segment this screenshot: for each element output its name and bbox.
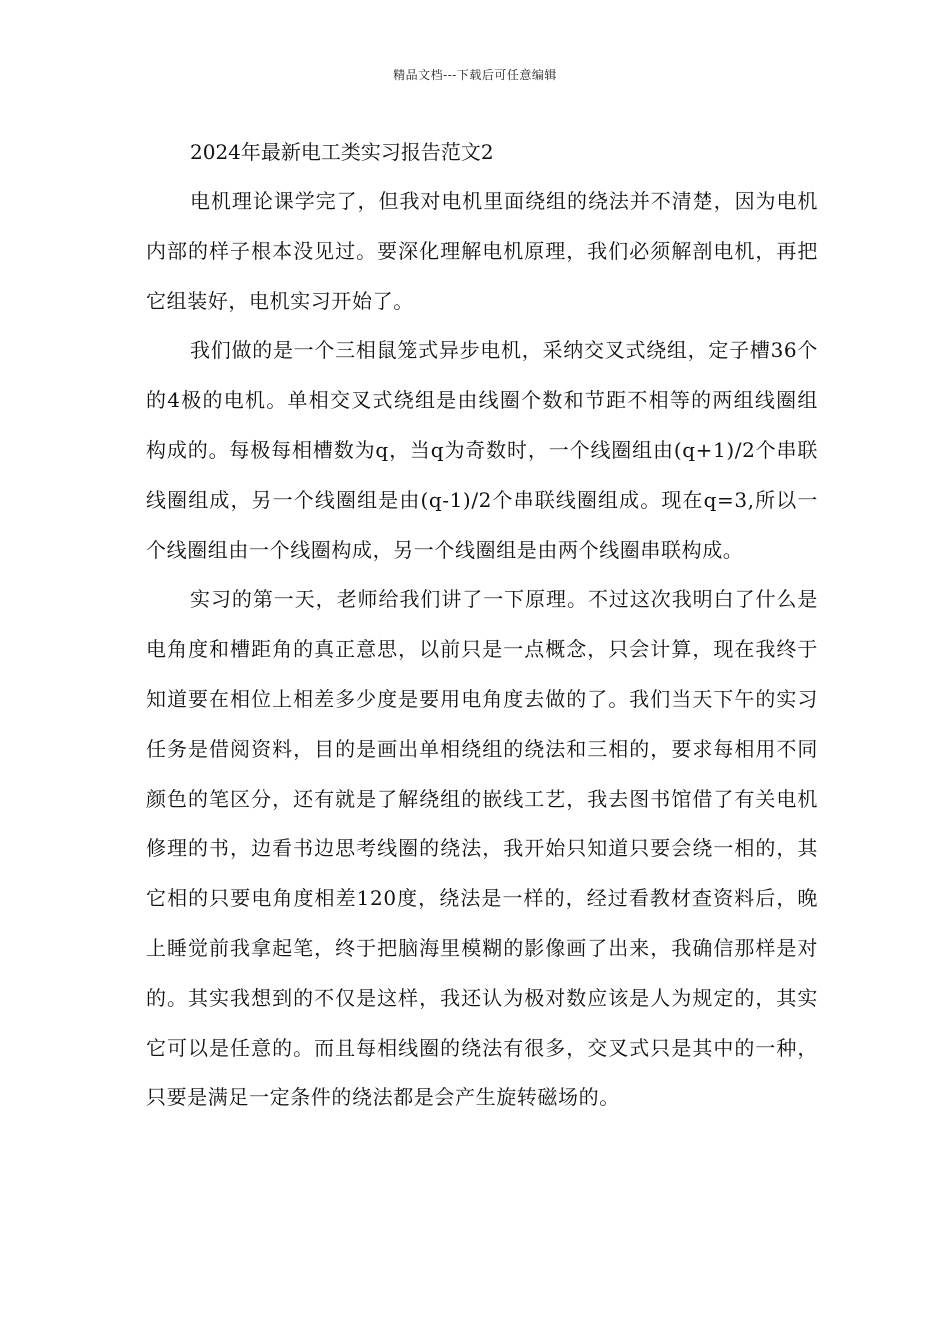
paragraph-3: 实习的第一天，老师给我们讲了一下原理。不过这次我明白了什么是电角度和槽距角的真正意思，以前只是一点概念，只会计算，现在我终于知道要在相位上相差多少度是要用电角度去做的了。我们当天下午的实习任务是借阅资料，目的是画出单相绕组的绕法和三相的，要求每相用不同颜色的笔区分，还有就是了解绕组的嵌线工艺，我去图书馆借了有关电机修理的书，边看书边思考线圈的绕法，我开始只知道只要会绕一相的，其它相的只要电角度相差120度，绕法是一样的，经过看教材查资料后，晚上睡觉前我拿起笔，终于把脑海里模糊的影像画了出来，我确信那样是对的。其实我想到的不仅是这样，我还认为极对数应该是人为规定的，其实它可以是任意的。而且每相线圈的绕法有很多，交叉式只是其中的一种，只要是满足一定条件的绕法都是会产生旋转磁场的。 [146,587,818,1110]
document-body [146,127,818,1123]
paragraph-1: 电机理论课学完了，但我对电机里面绕组的绕法并不清楚，因为电机内部的样子根本没见过。要深化理解电机原理，我们必须解剖电机，再把它组装好，电机实习开始了。 [146,189,818,313]
page-header: 精品文档---下载后可任意编辑 [393,68,557,82]
paragraph-2: 我们做的是一个三相鼠笼式异步电机，采纳交叉式绕组，定子槽36个的4极的电机。单相交叉式绕组是由线圈个数和节距不相等的两组线圈组构成的。每极每相槽数为q，当q为奇数时，一个线圈组由(q+1)/2个串联线圈组成，另一个线圈组是由(q-1)/2个串联线圈组成。现在q=3,所以一个线圈组由一个线圈构成，另一个线圈组是由两个线圈串联构成。 [146,338,818,562]
document-title: 2024年最新电工类实习报告范文2 [190,140,494,164]
